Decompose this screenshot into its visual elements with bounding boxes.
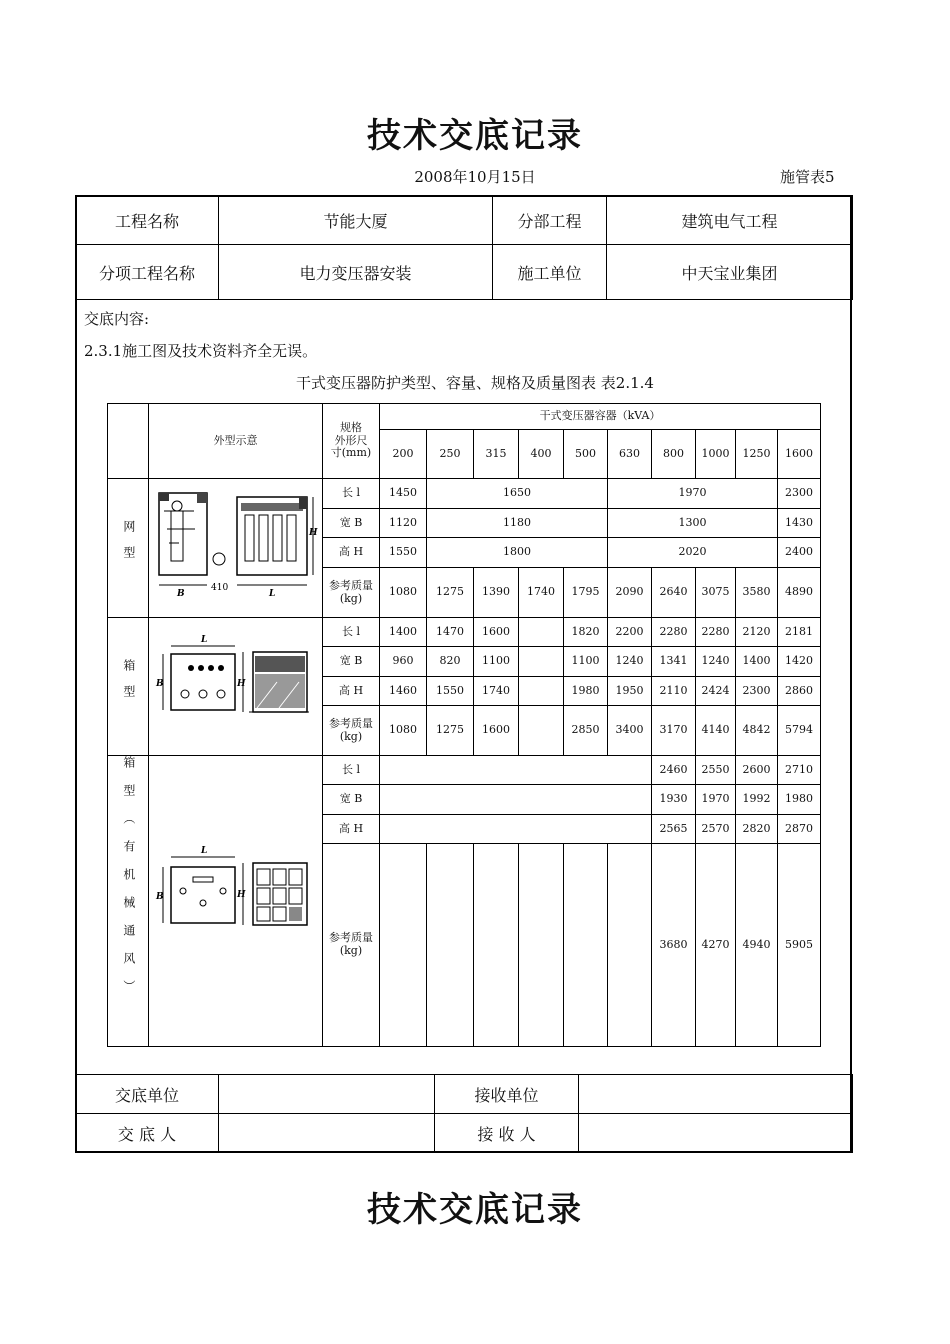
mesh-width-cell: 1430 (778, 509, 821, 538)
table-caption: 干式变压器防护类型、容量、规格及质量图表 表2.1.4 (296, 374, 654, 392)
box-type-drawing (149, 618, 323, 756)
box-weight-cell: 3170 (652, 706, 696, 756)
mesh-width-cell: 1180 (427, 509, 608, 538)
box-width-cell (519, 647, 564, 677)
capacity-cell: 200 (380, 430, 427, 479)
mesh-weight-cell: 1275 (427, 568, 474, 618)
receiver-label: 接 收 人 (435, 1114, 579, 1153)
svg-text:L: L (269, 588, 276, 599)
mesh-weight-cell: 3580 (736, 568, 778, 618)
box-weight-cell: 1275 (427, 706, 474, 756)
vent-height-cell: 2870 (778, 815, 821, 844)
box-height-cell: 1740 (474, 677, 519, 706)
box-type-label: 箱型 (108, 618, 149, 756)
vent-weight-cell: 5905 (778, 844, 821, 1047)
vent-empty-cell (380, 815, 652, 844)
document-title: 技术交底记录 (367, 116, 583, 156)
issuer-unit-field[interactable] (219, 1075, 435, 1114)
vent-empty-cell (564, 844, 608, 1047)
mesh-transformer-drawing-icon (149, 481, 321, 616)
vent-width-cell: 1970 (696, 785, 736, 815)
vent-type-label: 箱型（有机械通风） (108, 756, 149, 1047)
mesh-height-label: 高 H (323, 538, 380, 568)
division-value: 建筑电气工程 (607, 196, 853, 245)
svg-text:H: H (237, 679, 246, 689)
capacity-cell: 250 (427, 430, 474, 479)
mesh-weight-cell: 2090 (608, 568, 652, 618)
box-weight-cell (519, 706, 564, 756)
box-height-cell: 1980 (564, 677, 608, 706)
vent-width-cell: 1992 (736, 785, 778, 815)
capacity-cell: 500 (564, 430, 608, 479)
spec-table (107, 403, 821, 1047)
box-weight-cell: 4842 (736, 706, 778, 756)
svg-text:B: B (156, 892, 164, 902)
box-height-cell: 2424 (696, 677, 736, 706)
box-height-label: 高 H (323, 677, 380, 706)
box-weight-label: 参考质量(kg) (323, 706, 380, 756)
project-label: 工程名称 (76, 196, 219, 245)
vent-height-cell: 2570 (696, 815, 736, 844)
mesh-weight-cell: 1080 (380, 568, 427, 618)
box-length-label: 长 l (323, 618, 380, 647)
vent-height-cell: 2565 (652, 815, 696, 844)
box-length-cell: 2280 (696, 618, 736, 647)
header-table (75, 195, 853, 300)
vent-weight-cell: 4270 (696, 844, 736, 1047)
box-length-cell: 1400 (380, 618, 427, 647)
mesh-height-cell: 1550 (380, 538, 427, 568)
mesh-length-cell: 1450 (380, 479, 427, 509)
vent-width-cell: 1980 (778, 785, 821, 815)
box-height-cell: 1460 (380, 677, 427, 706)
box-height-cell: 1950 (608, 677, 652, 706)
svg-text:L: L (201, 846, 208, 856)
form-number: 施管表5 (780, 168, 835, 186)
box-length-cell: 2181 (778, 618, 821, 647)
vent-length-cell: 2600 (736, 756, 778, 785)
mesh-width-label: 宽 B (323, 509, 380, 538)
capacity-cell: 315 (474, 430, 519, 479)
vent-width-label: 宽 B (323, 785, 380, 815)
vent-empty-cell (380, 844, 427, 1047)
mesh-weight-cell: 2640 (652, 568, 696, 618)
subitem-value: 电力变压器安装 (219, 245, 493, 300)
box-width-cell: 1100 (564, 647, 608, 677)
mesh-length-label: 长 l (323, 479, 380, 509)
mesh-weight-cell: 1740 (519, 568, 564, 618)
svg-text:B: B (177, 588, 185, 599)
vent-weight-cell: 3680 (652, 844, 696, 1047)
box-width-label: 宽 B (323, 647, 380, 677)
box-width-cell: 1240 (608, 647, 652, 677)
box-weight-cell: 5794 (778, 706, 821, 756)
vent-empty-cell (474, 844, 519, 1047)
box-height-cell: 2300 (736, 677, 778, 706)
vent-height-label: 高 H (323, 815, 380, 844)
subitem-label: 分项工程名称 (76, 245, 219, 300)
receiver-unit-label: 接收单位 (435, 1075, 579, 1114)
vent-height-cell: 2820 (736, 815, 778, 844)
box-transformer-drawing-icon (149, 624, 321, 749)
receiver-field[interactable] (579, 1114, 853, 1153)
blank-header-cell (108, 404, 149, 479)
mesh-length-cell: 2300 (778, 479, 821, 509)
vent-empty-cell (427, 844, 474, 1047)
box-height-cell: 2860 (778, 677, 821, 706)
box-width-cell: 1240 (696, 647, 736, 677)
box-weight-cell: 4140 (696, 706, 736, 756)
project-value: 节能大厦 (219, 196, 493, 245)
document-date: 2008年10月15日 (414, 168, 536, 186)
box-weight-cell: 1600 (474, 706, 519, 756)
issuer-field[interactable] (219, 1114, 435, 1153)
mesh-height-cell: 1800 (427, 538, 608, 568)
box-length-cell (519, 618, 564, 647)
capacity-cell: 1250 (736, 430, 778, 479)
vent-length-label: 长 l (323, 756, 380, 785)
box-width-cell: 1420 (778, 647, 821, 677)
box-length-cell: 2120 (736, 618, 778, 647)
capacity-cell: 630 (608, 430, 652, 479)
box-weight-cell: 3400 (608, 706, 652, 756)
unit-label: 施工单位 (493, 245, 607, 300)
issuer-label: 交 底 人 (76, 1114, 219, 1153)
vent-type-drawing (149, 756, 323, 1047)
mesh-height-cell: 2400 (778, 538, 821, 568)
content-label: 交底内容: (84, 310, 150, 328)
box-weight-cell: 1080 (380, 706, 427, 756)
mesh-height-cell: 2020 (608, 538, 778, 568)
mesh-width-cell: 1300 (608, 509, 778, 538)
box-width-cell: 1100 (474, 647, 519, 677)
box-height-cell: 2110 (652, 677, 696, 706)
vent-empty-cell (380, 756, 652, 785)
box-width-cell: 820 (427, 647, 474, 677)
svg-text:H: H (309, 527, 318, 538)
box-weight-cell: 2850 (564, 706, 608, 756)
box-length-cell: 2280 (652, 618, 696, 647)
mesh-length-cell: 1650 (427, 479, 608, 509)
vent-empty-cell (519, 844, 564, 1047)
capacity-cell: 400 (519, 430, 564, 479)
mesh-weight-label: 参考质量(kg) (323, 568, 380, 618)
box-length-cell: 1820 (564, 618, 608, 647)
mesh-length-cell: 1970 (608, 479, 778, 509)
mesh-width-cell: 1120 (380, 509, 427, 538)
mesh-type-label: 网型 (108, 479, 149, 618)
shape-header: 外型示意 (149, 404, 323, 479)
mesh-weight-cell: 3075 (696, 568, 736, 618)
capacity-cell: 1600 (778, 430, 821, 479)
svg-text:H: H (237, 890, 246, 900)
box-length-cell: 2200 (608, 618, 652, 647)
svg-text:L: L (201, 635, 208, 645)
vent-width-cell: 1930 (652, 785, 696, 815)
unit-value: 中天宝业集团 (607, 245, 853, 300)
spec-header: 规格 外形尺 寸(mm) (323, 404, 380, 479)
division-label: 分部工程 (493, 196, 607, 245)
mesh-weight-cell: 1390 (474, 568, 519, 618)
receiver-unit-field[interactable] (579, 1075, 853, 1114)
vent-length-cell: 2460 (652, 756, 696, 785)
ventilated-transformer-drawing-icon (149, 841, 321, 961)
issuer-unit-label: 交底单位 (76, 1075, 219, 1114)
vent-weight-cell: 4940 (736, 844, 778, 1047)
svg-text:410: 410 (211, 582, 229, 593)
box-height-cell (519, 677, 564, 706)
box-length-cell: 1600 (474, 618, 519, 647)
mesh-weight-cell: 1795 (564, 568, 608, 618)
box-width-cell: 1341 (652, 647, 696, 677)
box-height-cell: 1550 (427, 677, 474, 706)
vent-empty-cell (608, 844, 652, 1047)
box-length-cell: 1470 (427, 618, 474, 647)
mesh-weight-cell: 4890 (778, 568, 821, 618)
svg-text:B: B (156, 679, 164, 689)
signature-table (75, 1074, 853, 1153)
box-width-cell: 960 (380, 647, 427, 677)
box-width-cell: 1400 (736, 647, 778, 677)
capacity-cell: 1000 (696, 430, 736, 479)
vent-length-cell: 2710 (778, 756, 821, 785)
next-page-title: 技术交底记录 (367, 1190, 583, 1230)
mesh-type-drawing (149, 479, 323, 618)
vent-weight-label: 参考质量(kg) (323, 844, 380, 1047)
content-line: 2.3.1施工图及技术资料齐全无误。 (84, 342, 318, 360)
capacity-cell: 800 (652, 430, 696, 479)
vent-empty-cell (380, 785, 652, 815)
vent-length-cell: 2550 (696, 756, 736, 785)
capacity-header: 干式变压器容器（kVA） (380, 404, 821, 430)
